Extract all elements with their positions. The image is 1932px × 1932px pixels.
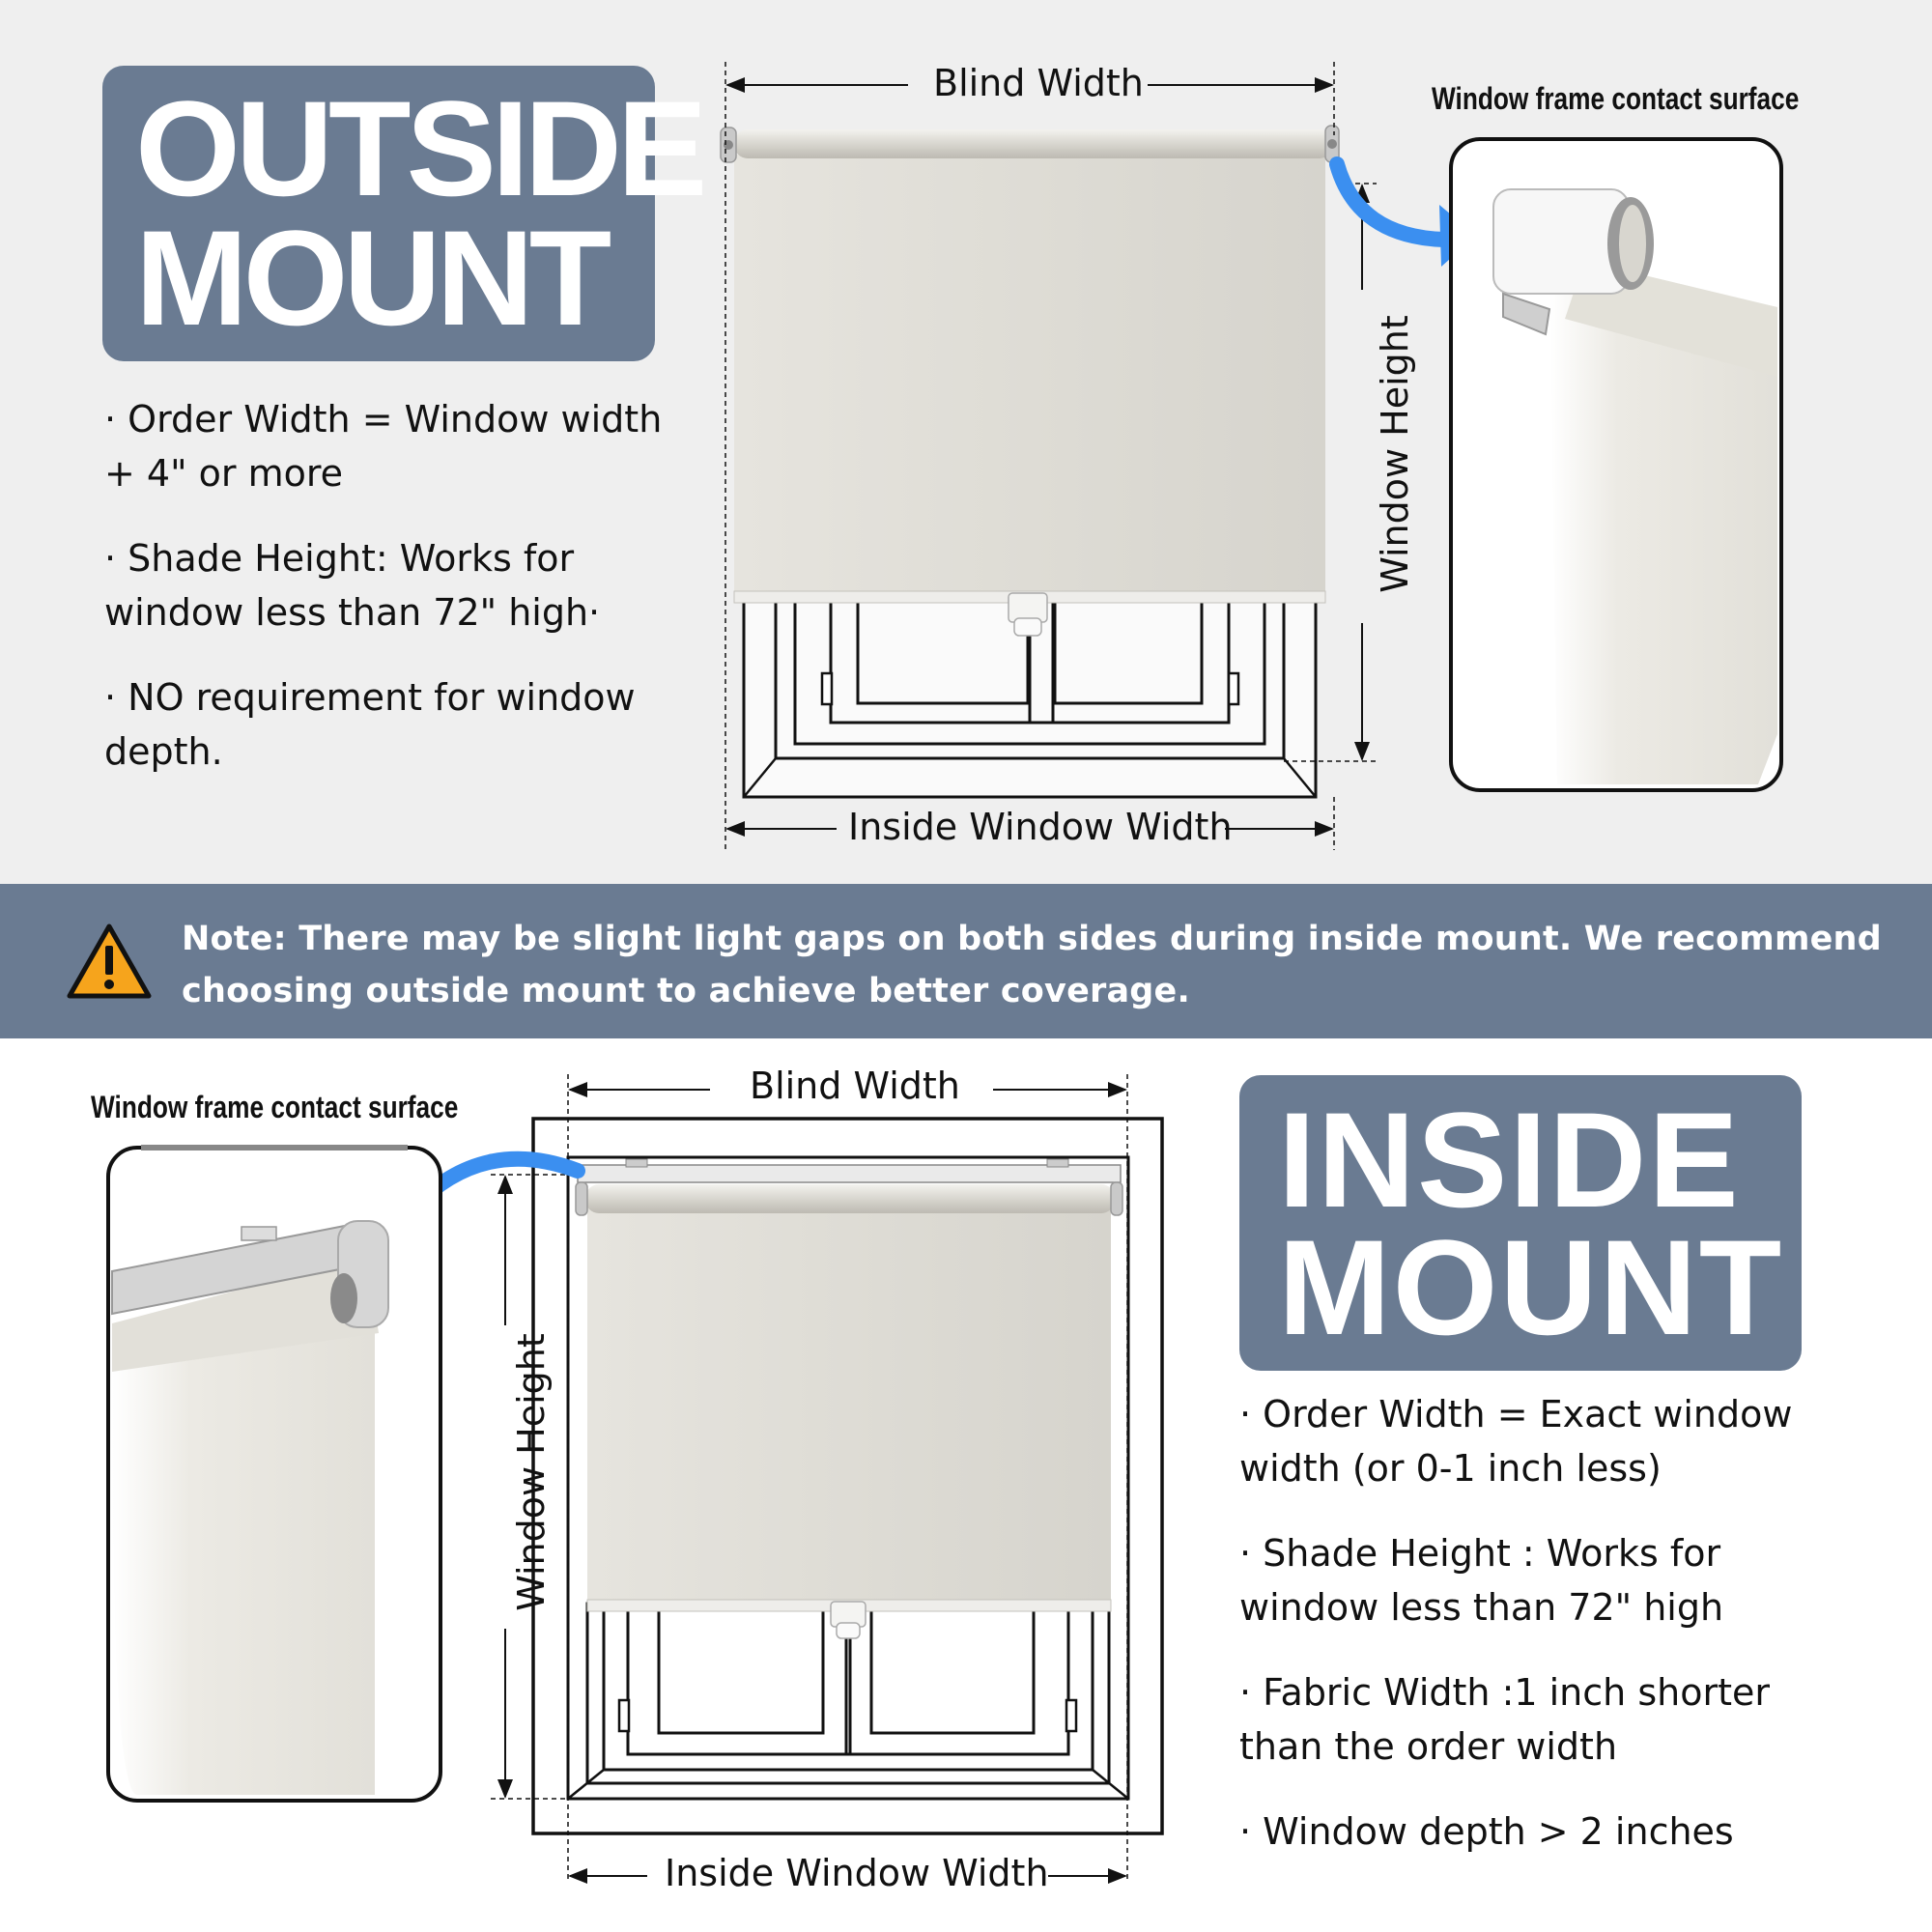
inside-bullet-3: · Fabric Width :1 inch shorter than the order width [1239, 1671, 1770, 1768]
inside-window-height-label: Window Height [509, 1333, 553, 1611]
inside-bullet-2: · Shade Height : Works for window less than 72" high [1239, 1532, 1724, 1629]
inside-mount-title-box [1239, 1075, 1802, 1371]
outside-bullet-1: · Order Width = Window width + 4" or more [104, 398, 663, 495]
outside-title-line2: MOUNT [135, 202, 608, 354]
inside-bullet-1: · Order Width = Exact window width (or 0-1 inch less) [1239, 1393, 1793, 1490]
outside-mount-title-box [102, 66, 703, 361]
outside-zoom-panel [1451, 139, 1781, 790]
warning-icon [66, 923, 153, 1000]
inside-zoom-panel [108, 1148, 440, 1801]
inside-blind-width-label: Blind Width [750, 1065, 960, 1107]
outside-bullet-3: · NO requirement for window depth. [104, 676, 636, 773]
inside-bullet-4: · Window depth > 2 inches [1239, 1810, 1734, 1853]
outside-contact-caption: Window frame contact surface [1432, 81, 1800, 116]
inside-inside-window-width-label: Inside Window Width [665, 1852, 1049, 1894]
outside-roller-shade [721, 126, 1339, 636]
inside-title-line2: MOUNT [1278, 1211, 1784, 1363]
outside-blind-width-label: Blind Width [933, 62, 1144, 104]
inside-roller-shade [576, 1159, 1122, 1638]
outside-title-line1: OUTSIDE [135, 72, 703, 224]
outside-bullet-2: · Shade Height: Works for window less than 72" high· [104, 537, 601, 634]
outside-bullet-list [104, 392, 684, 810]
inside-contact-caption: Window frame contact surface [91, 1090, 459, 1124]
inside-bullet-list [1239, 1387, 1916, 1889]
inside-title-line1: INSIDE [1278, 1084, 1741, 1236]
outside-window-height-label: Window Height [1373, 315, 1416, 593]
outside-inside-window-width-label: Inside Window Width [848, 806, 1233, 848]
note-text: Note: There may be slight light gaps on both sides during inside mount. We recommend choosing outside mount to achieve better coverage. [182, 920, 1882, 1010]
